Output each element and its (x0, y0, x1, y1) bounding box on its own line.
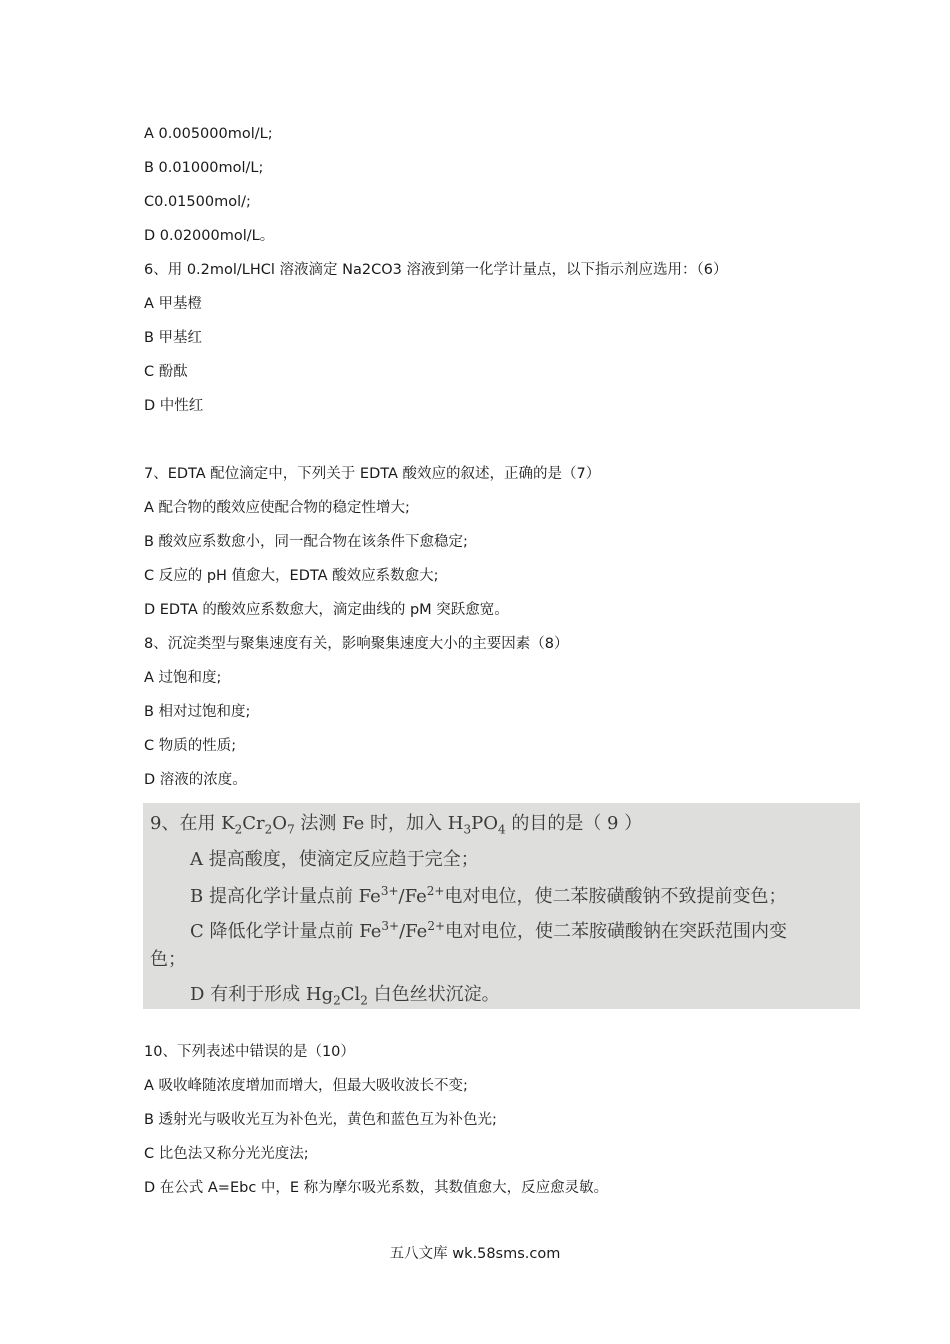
question-7-option-c: C 反应的 pH 值愈大，EDTA 酸效应系数愈大; (144, 568, 439, 584)
question-7: 7、EDTA 配位滴定中，下列关于 EDTA 酸效应的叙述，正确的是（7） (144, 466, 601, 482)
question-9-option-d: D 有利于形成 $Hg_2Cl_2$ 白色丝状沉淀。 (190, 984, 500, 1008)
question-6-option-c: C 酚酞 (144, 364, 188, 380)
question-10-option-a: A 吸收峰随浓度增加而增大，但最大吸收波长不变; (144, 1078, 468, 1094)
option-a-concentration: A 0.005000mol/L; (144, 126, 273, 142)
question-10-option-c: C 比色法又称分光光度法; (144, 1146, 309, 1162)
question-8-option-b: B 相对过饱和度; (144, 704, 251, 720)
question-7-option-a: A 配合物的酸效应使配合物的稳定性增大; (144, 500, 410, 516)
question-8-option-d: D 溶液的浓度。 (144, 772, 247, 788)
option-d-concentration: D 0.02000mol/L。 (144, 228, 275, 244)
question-6-option-a: A 甲基橙 (144, 296, 203, 312)
question-9-stem: 9、在用 $K_2Cr_2O_7$ 法测 Fe 时，加入 $H_3PO_4$ 的目的是（ 9 ） (150, 813, 643, 837)
question-6: 6、用 0.2mol/LHCl 溶液滴定 Na2CO3 溶液到第一化学计量点，以下指示剂应选用：（6） (144, 262, 728, 278)
page-footer: 五八文库 wk.58sms.com (389, 1246, 561, 1262)
question-10-option-d: D 在公式 A=Ebc 中，E 称为摩尔吸光系数，其数值愈大，反应愈灵敏。 (144, 1180, 609, 1196)
question-9-scanned-image (143, 803, 860, 1009)
question-10-option-b: B 透射光与吸收光互为补色光，黄色和蓝色互为补色光; (144, 1112, 497, 1128)
question-8: 8、沉淀类型与聚集速度有关，影响聚集速度大小的主要因素（8） (144, 636, 569, 652)
question-10: 10、下列表述中错误的是（10） (144, 1044, 355, 1060)
question-9-option-c: C 降低化学计量点前 $Fe^{3+}/Fe^{2+}$电对电位，使二苯胺磺酸钠在突跃范围内变 (190, 919, 788, 942)
question-6-option-d: D 中性红 (144, 398, 204, 414)
question-8-option-a: A 过饱和度; (144, 670, 222, 686)
question-9-option-a: A 提高酸度，使滴定反应趋于完全； (190, 849, 479, 870)
question-9-option-b: B 提高化学计量点前 $Fe^{3+}/Fe^{2+}$电对电位，使二苯胺磺酸钠不致提前变色； (190, 884, 787, 907)
question-7-option-d: D EDTA 的酸效应系数愈大，滴定曲线的 pM 突跃愈宽。 (144, 602, 509, 618)
question-9-option-c-continued: 色； (150, 949, 186, 970)
question-6-option-b: B 甲基红 (144, 330, 203, 346)
option-b-concentration: B 0.01000mol/L; (144, 160, 264, 176)
question-7-option-b: B 酸效应系数愈小，同一配合物在该条件下愈稳定; (144, 534, 468, 550)
question-8-option-c: C 物质的性质; (144, 738, 237, 754)
option-c-concentration: C0.01500mol/; (144, 194, 251, 210)
